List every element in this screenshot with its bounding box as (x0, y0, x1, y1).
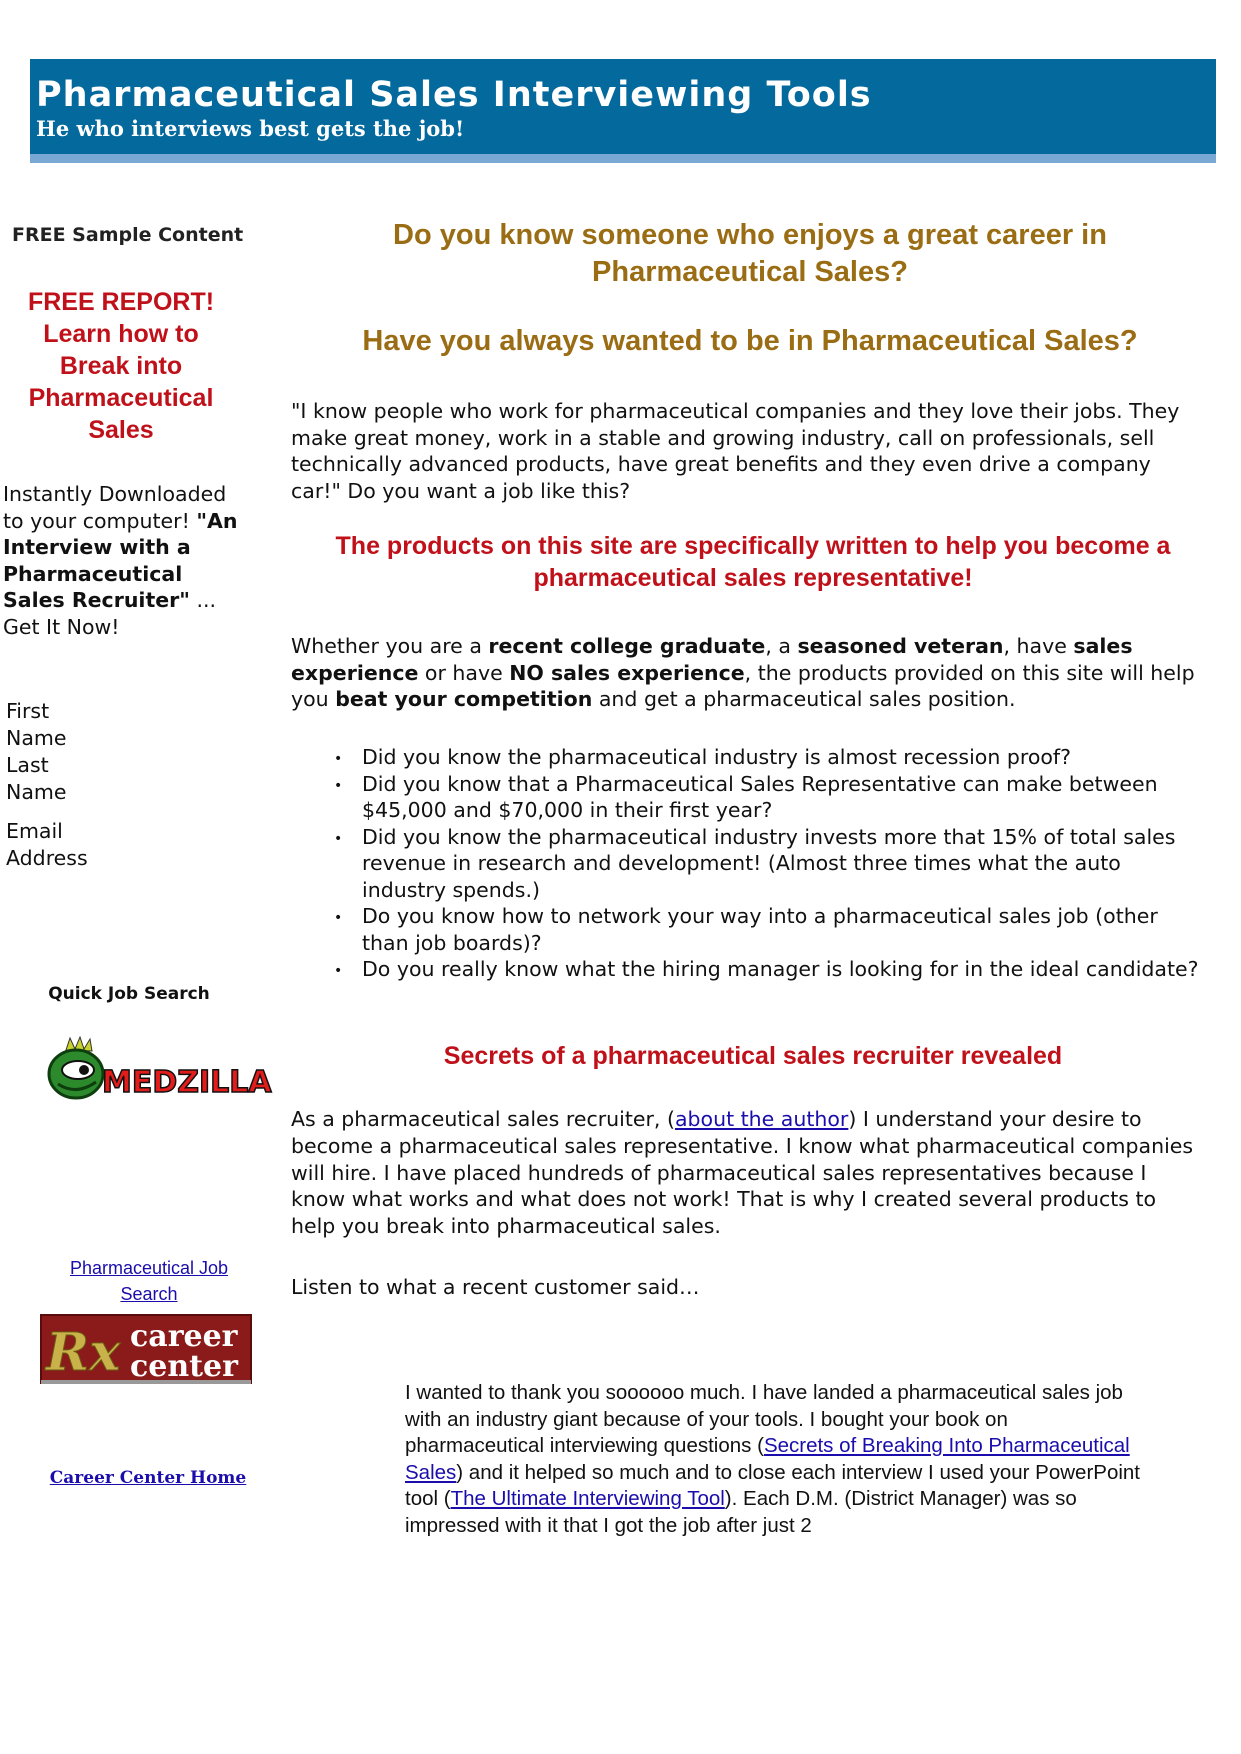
list-item: • Do you really know what the hiring manager is looking for in the ideal candidate? (320, 956, 1200, 983)
last-name-label: Last Name (6, 753, 67, 804)
intro-quote: "I know people who work for pharmaceutical companies and they love their jobs. They make great money, work in a stable and growing industry, call on professionals, sell technically advanced products, have great benefits and they even drive a company car!" Do you want a job like this? (291, 399, 1180, 503)
free-report-heading: FREE REPORT! Learn how to Break into Pharmaceutical Sales (27, 288, 215, 444)
did-you-know-list (320, 744, 1200, 983)
headline-career: Do you know someone who enjoys a great career in Pharmaceutical Sales? (393, 219, 1107, 288)
recruiter-paragraph: As a pharmaceutical sales recruiter, (about the author) I understand your desire to become a pharmaceutical sales representative. I know what pharmaceutical companies will hire. I have placed hundreds of pharmaceutical sales representatives because I know what works and what does not work! That is why I created several products to help you break into pharmaceutical sales. (291, 1107, 1194, 1239)
rx-career-center-logo[interactable] (40, 1314, 252, 1384)
list-item: • Did you know the pharmaceutical industry invests more that 15% of total sales revenue in research and development! (Almost three times what the auto industry spends.) (320, 824, 1200, 904)
list-item: • Did you know the pharmaceutical industry is almost recession proof? (320, 744, 1200, 771)
products-headline: The products on this site are specifically written to help you become a pharmaceutical sales representative! (335, 532, 1171, 592)
rx-letters: Rx (46, 1322, 121, 1383)
site-tagline: He who interviews best gets the job! (36, 116, 465, 141)
instantly-text: Instantly Downloaded to your computer! (3, 482, 227, 533)
customer-testimonial: I wanted to thank you soooooo much. I have landed a pharmaceutical sales job with an industry giant because of your tools. I bought your book on pharmaceutical interviewing questions (Secrets of Breaking Into Pharmaceutical Sales) and it helped so much and to close each interview I used your PowerPoint tool (The Ultimate Interviewing Tool). Each D.M. (District Manager) was so impressed with it that I got the job after just 2 (405, 1381, 1140, 1537)
report-book-title: "An Interview with a Pharmaceutical Sales Recruiter" (3, 508, 238, 612)
pharmaceutical-job-search-link[interactable]: Pharmaceutical Job Search (69, 1258, 229, 1304)
site-title: Pharmaceutical Sales Interviewing Tools (36, 75, 872, 115)
about-the-author-link[interactable]: about the author (674, 1107, 849, 1131)
first-name-label: First Name (6, 699, 67, 750)
list-item: • Do you know how to network your way into a pharmaceutical sales job (other than job boards)? (320, 903, 1200, 956)
rx-career-word: career (130, 1319, 238, 1354)
get-it-now-text: ... Get It Now! (3, 588, 217, 639)
report-description (3, 481, 241, 640)
secrets-headline: Secrets of a pharmaceutical sales recruiter revealed (443, 1042, 1063, 1070)
career-center-home-link[interactable]: Career Center Home (49, 1468, 247, 1488)
medzilla-logo[interactable] (44, 1036, 272, 1106)
header-banner (30, 59, 1216, 163)
ultimate-interviewing-tool-link[interactable]: The Ultimate Interviewing Tool (450, 1487, 725, 1510)
secrets-book-link[interactable]: Secrets of Breaking Into Pharmaceutical Sales (405, 1434, 1130, 1484)
whether-paragraph: Whether you are a recent college graduate, a seasoned veteran, have sales experience or have NO sales experience, the products provided on this site will help you beat your competition and get a pharmaceutical sales position. (291, 634, 1195, 711)
medzilla-logo-text: MEDZILLA (102, 1065, 272, 1100)
free-sample-heading: FREE Sample Content (12, 224, 244, 246)
list-item: • Did you know that a Pharmaceutical Sales Representative can make between $45,000 and $70,000 in their first year? (320, 771, 1200, 824)
rx-center-word: center (130, 1349, 238, 1384)
listen-text: Listen to what a recent customer said… (291, 1275, 700, 1299)
email-label: Email Address (6, 819, 88, 870)
quick-job-search-heading: Quick Job Search (48, 984, 210, 1004)
headline-wanted: Have you always wanted to be in Pharmaceutical Sales? (362, 325, 1138, 357)
